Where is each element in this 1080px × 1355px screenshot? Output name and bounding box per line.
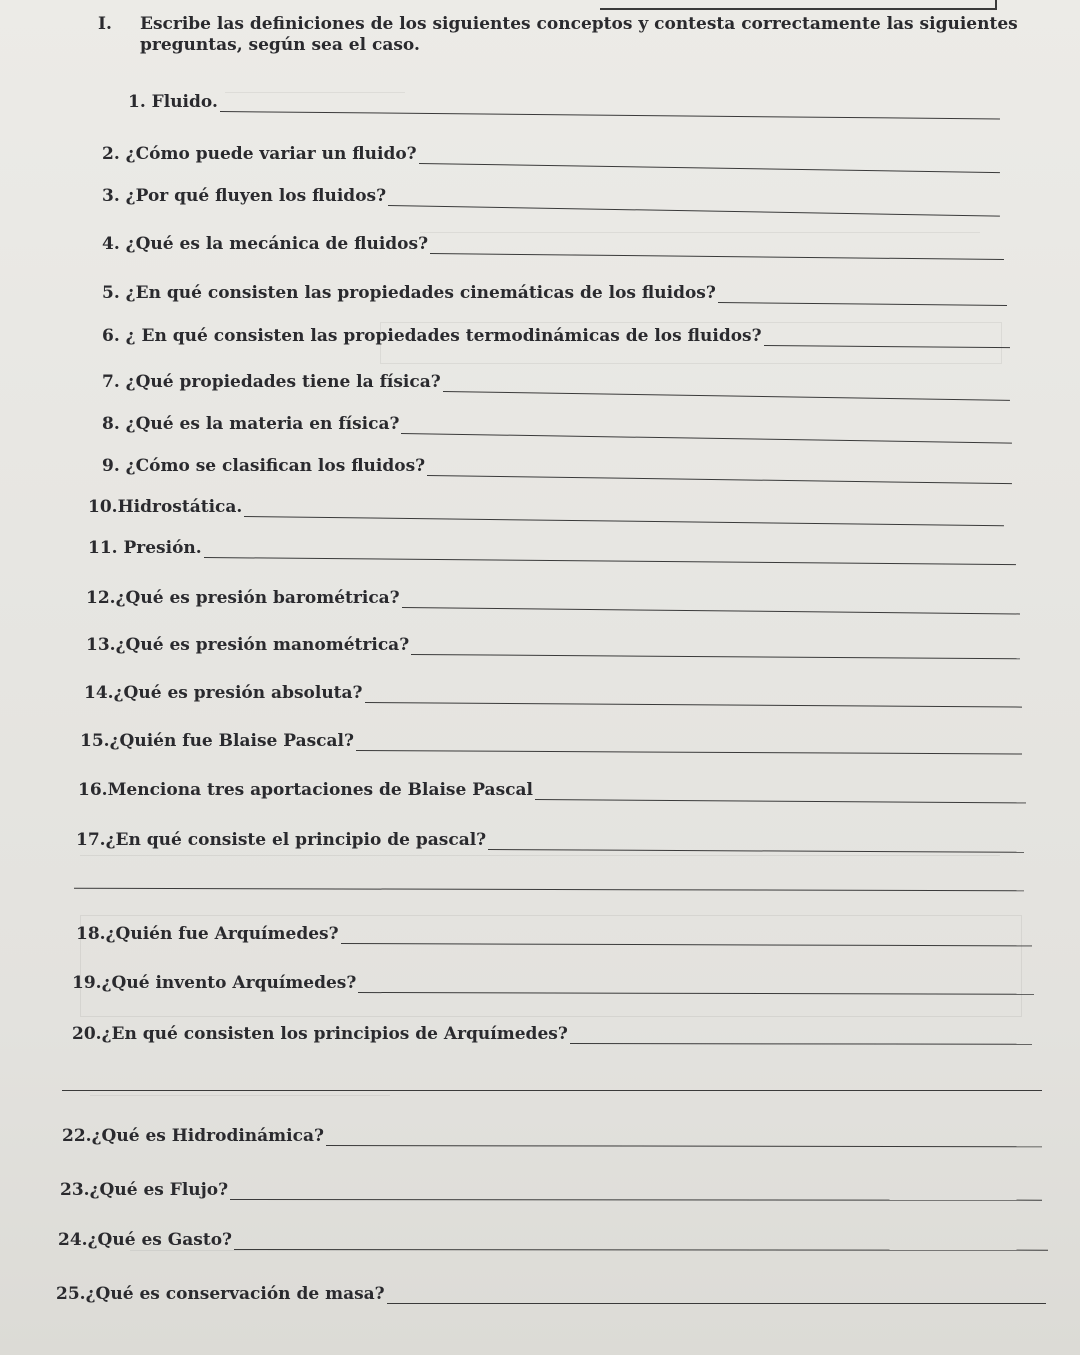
question-2 [102,144,1000,164]
answer-line[interactable] [430,253,1004,260]
question-label: 20.¿En qué consisten los principios de Arquímedes? [72,1024,568,1044]
question-label: 5. ¿En qué consisten las propiedades cinemáticas de los fluidos? [102,283,716,303]
question-14 [84,683,1022,703]
show-through-mark [90,1095,390,1106]
question-label: 24.¿Qué es Gasto? [58,1230,233,1250]
question-5 [102,283,1007,303]
question-4 [102,234,1004,254]
question-17 [76,830,1024,850]
question-label: 14.¿Qué es presión absoluta? [84,683,363,703]
question-label: 9. ¿Cómo se clasifican los fluidos? [102,456,426,476]
instructions-text: Escribe las definiciones de los siguientes conceptos y contesta correctamente las siguientes preguntas, según sea el caso. [140,14,1018,55]
show-through-mark [80,855,1000,866]
question-label: 12.¿Qué es presión barométrica? [86,588,400,608]
answer-line[interactable] [220,111,1000,119]
answer-line[interactable] [718,302,1007,306]
question-16 [78,780,1026,800]
question-label: 13.¿Qué es presión manométrica? [86,635,410,655]
question-15 [80,731,1022,751]
instructions [98,14,1028,56]
question-label: 17.¿En qué consiste el principio de pascal? [76,830,487,850]
top-border-rule [600,0,997,10]
answer-line[interactable] [244,516,1004,526]
answer-line[interactable] [411,654,1020,659]
question-label: 4. ¿Qué es la mecánica de fluidos? [102,234,429,254]
answer-line[interactable] [570,1043,1032,1045]
answer-line[interactable] [443,391,1010,401]
question-19 [72,973,1034,993]
question-25 [56,1284,1046,1304]
answer-line[interactable] [388,205,1000,217]
question-label: 3. ¿Por qué fluyen los fluidos? [102,186,387,206]
question-8 [102,414,1012,434]
question-24 [58,1230,1048,1250]
question-label: 11. Presión. [88,538,202,558]
question-label: 10.Hidrostática. [88,497,243,517]
question-label: 15.¿Quién fue Blaise Pascal? [80,731,354,751]
question-label: 18.¿Quién fue Arquímedes? [76,924,339,944]
answer-line[interactable] [365,702,1022,708]
question-12 [86,588,1020,608]
answer-line[interactable] [427,475,1012,484]
answer-line[interactable] [401,433,1011,444]
question-label: 23.¿Qué es Flujo? [60,1180,229,1200]
question-11 [88,538,1016,558]
answer-line[interactable] [535,799,1026,803]
section-number: I. [98,14,112,34]
question-7 [102,372,1010,392]
question-9 [102,456,1012,476]
answer-line[interactable] [326,1145,1042,1147]
question-13 [86,635,1020,655]
question-label: 19.¿Qué invento Arquímedes? [72,973,357,993]
question-label: 8. ¿Qué es la materia en física? [102,414,400,434]
question-3 [102,186,1000,206]
answer-line-extra[interactable] [74,888,1024,891]
answer-line[interactable] [402,607,1020,614]
question-label: 22.¿Qué es Hidrodinámica? [62,1126,324,1146]
question-label: 2. ¿Cómo puede variar un fluido? [102,144,417,164]
answer-line-extra[interactable] [62,1090,1042,1091]
question-20 [72,1024,1032,1044]
question-6 [102,326,1010,346]
question-18 [76,924,1032,944]
question-label: 7. ¿Qué propiedades tiene la física? [102,372,441,392]
answer-line[interactable] [419,163,1000,173]
answer-line[interactable] [204,557,1016,565]
question-label: 16.Menciona tres aportaciones de Blaise Pascal [78,780,533,800]
question-10 [88,497,1004,517]
question-label: 6. ¿ En qué consisten las propiedades termodinámicas de los fluidos? [102,326,762,346]
question-label: 25.¿Qué es conservación de masa? [56,1284,385,1304]
question-label: 1. Fluido. [128,92,218,112]
question-1 [128,92,1000,112]
answer-line[interactable] [356,750,1022,754]
answer-line[interactable] [387,1303,1046,1304]
show-through-mark [130,1250,390,1263]
question-23 [60,1180,1042,1200]
question-22 [62,1126,1042,1146]
answer-line[interactable] [230,1199,1042,1201]
answer-line[interactable] [488,849,1024,853]
